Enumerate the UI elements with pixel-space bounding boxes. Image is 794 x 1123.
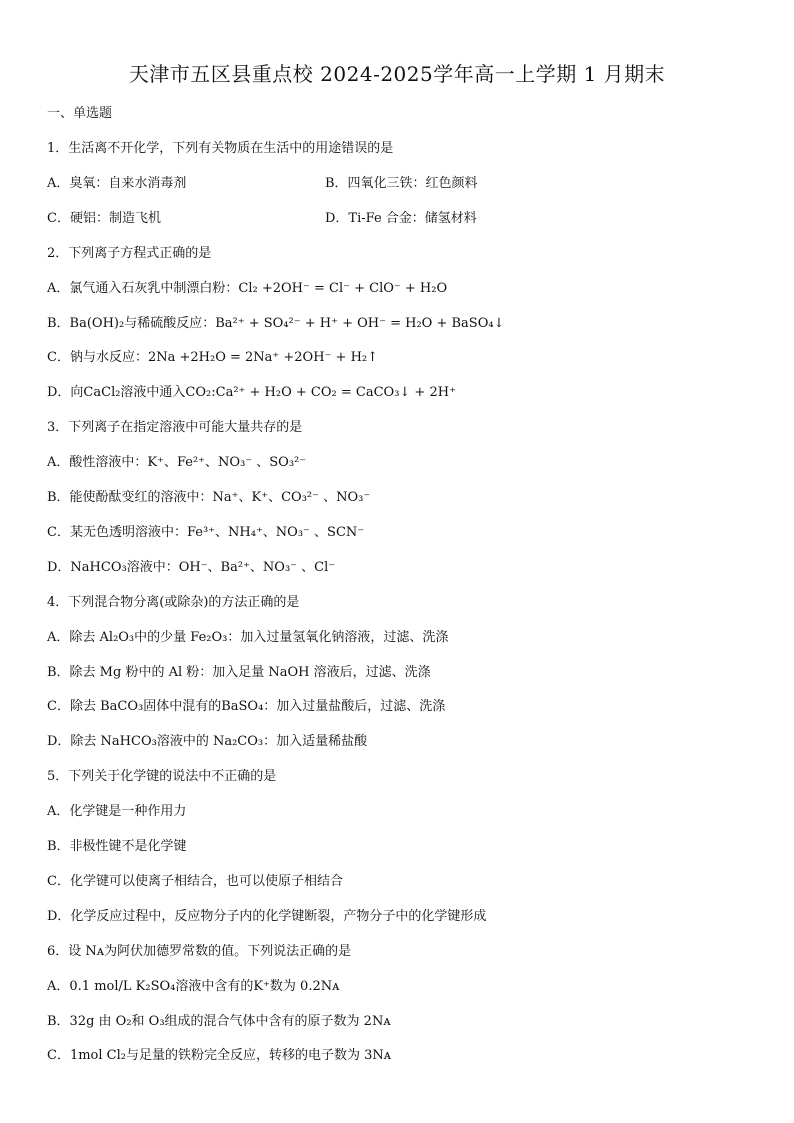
question-3-option-d: D．NaHCO₃溶液中：OH⁻、Ba²⁺、NO₃⁻ 、Cl⁻: [47, 560, 336, 575]
question-3-option-b: B．能使酚酞变红的溶液中：Na⁺、K⁺、CO₃²⁻ 、NO₃⁻: [47, 490, 371, 505]
question-6-option-a: A．0.1 mol/L K₂SO₄溶液中含有的K⁺数为 0.2Nᴀ: [47, 979, 340, 994]
question-2-option-b: B．Ba(OH)₂与稀硫酸反应：Ba²⁺ + SO₄²⁻ + H⁺ + OH⁻ = H₂O + BaSO₄↓: [47, 316, 505, 331]
question-4-option-a: A．除去 Al₂O₃中的少量 Fe₂O₃：加入过量氢氧化钠溶液，过滤、洗涤: [47, 630, 449, 645]
question-5-stem: 5．下列关于化学键的说法中不正确的是: [47, 769, 277, 784]
section-heading: 一、单选题: [47, 106, 113, 121]
question-3-option-a: A．酸性溶液中：K⁺、Fe²⁺、NO₃⁻ 、SO₃²⁻: [47, 455, 307, 470]
question-3-stem: 3．下列离子在指定溶液中可能大量共存的是: [47, 420, 303, 435]
question-6-option-c: C．1mol Cl₂与足量的铁粉完全反应，转移的电子数为 3Nᴀ: [47, 1048, 392, 1063]
question-5-option-c: C．化学键可以使离子相结合，也可以使原子相结合: [47, 874, 343, 889]
question-2-option-c: C．钠与水反应：2Na +2H₂O = 2Na⁺ +2OH⁻ + H₂↑: [47, 350, 379, 365]
question-1-option-d: D．Ti-Fe 合金：储氢材料: [325, 211, 477, 226]
question-4-option-b: B．除去 Mg 粉中的 Al 粉：加入足量 NaOH 溶液后，过滤、洗涤: [47, 665, 431, 680]
question-4-option-d: D．除去 NaHCO₃溶液中的 Na₂CO₃：加入适量稀盐酸: [47, 734, 368, 749]
question-1-option-b: B．四氧化三铁：红色颜料: [325, 176, 478, 191]
question-5-option-b: B．非极性键不是化学键: [47, 839, 187, 854]
question-6-stem: 6．设 Nᴀ为阿伏加德罗常数的值。下列说法正确的是: [47, 944, 352, 959]
question-6-option-b: B．32g 由 O₂和 O₃组成的混合气体中含有的原子数为 2Nᴀ: [47, 1014, 391, 1029]
question-5-option-d: D．化学反应过程中，反应物分子内的化学键断裂，产物分子中的化学键形成: [47, 909, 487, 924]
question-2-stem: 2．下列离子方程式正确的是: [47, 246, 212, 261]
question-4-option-c: C．除去 BaCO₃固体中混有的BaSO₄：加入过量盐酸后，过滤、洗涤: [47, 699, 446, 714]
question-2-option-a: A．氯气通入石灰乳中制漂白粉：Cl₂ +2OH⁻ = Cl⁻ + ClO⁻ + H₂O: [47, 281, 448, 296]
question-5-option-a: A．化学键是一种作用力: [47, 804, 187, 819]
question-1-option-c: C．硬铝：制造飞机: [47, 211, 161, 226]
question-1-stem: 1．生活离不开化学，下列有关物质在生活中的用途错误的是: [47, 141, 394, 156]
question-2-option-d: D．向CaCl₂溶液中通入CO₂:Ca²⁺ + H₂O + CO₂ = CaCO₃↓ + 2H⁺: [47, 385, 456, 400]
question-1-option-a: A．臭氧：自来水消毒剂: [47, 176, 187, 191]
question-4-stem: 4．下列混合物分离(或除杂)的方法正确的是: [47, 595, 300, 610]
page-title: 天津市五区县重点校 2024-2025学年高一上学期 1 月期末: [128, 62, 666, 86]
question-3-option-c: C．某无色透明溶液中：Fe³⁺、NH₄⁺、NO₃⁻ 、SCN⁻: [47, 525, 365, 540]
